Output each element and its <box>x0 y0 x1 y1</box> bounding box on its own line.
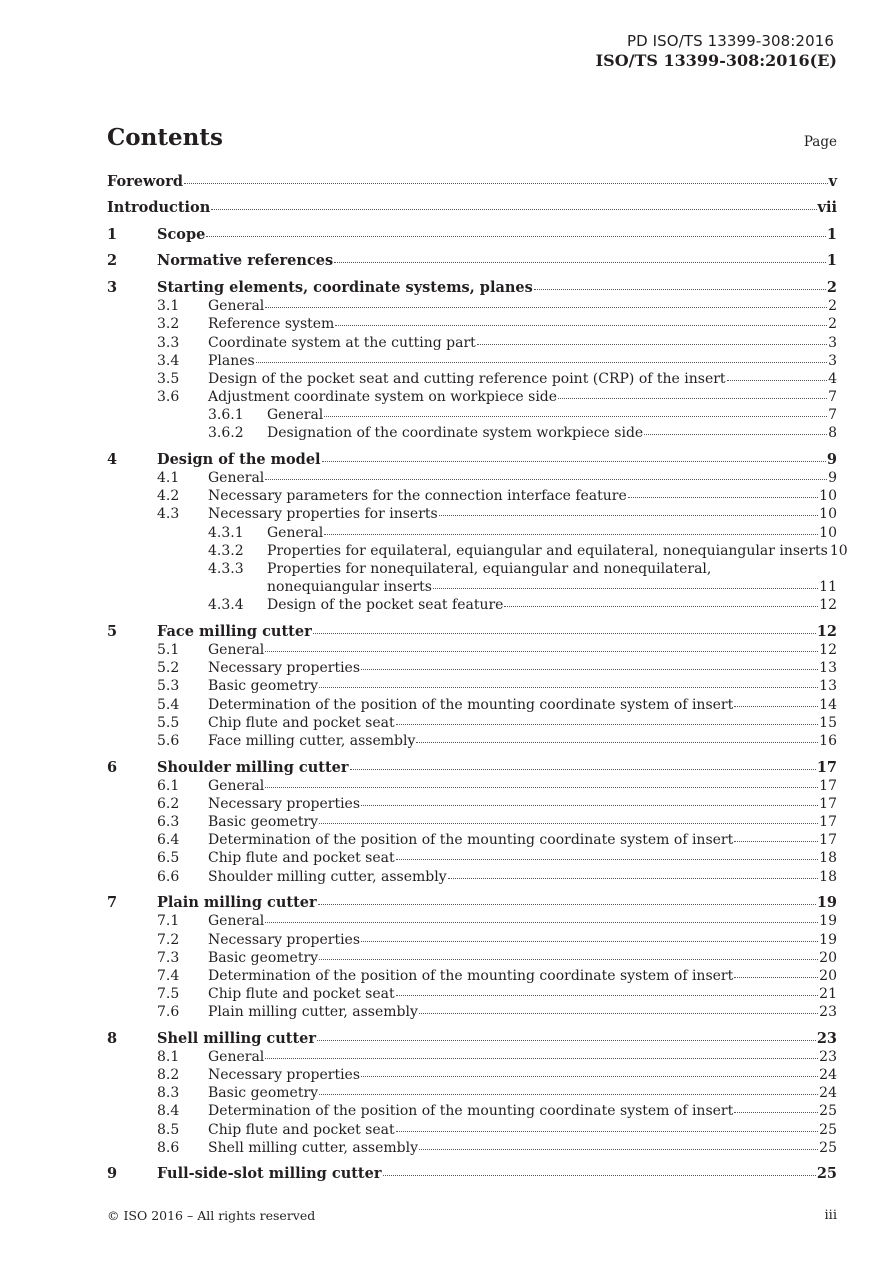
toc-entry[interactable] <box>107 1102 837 1120</box>
dot-leader <box>334 261 826 263</box>
toc-entry-page: 19 <box>819 931 837 948</box>
dot-leader <box>265 478 827 480</box>
toc-entry[interactable] <box>107 1084 837 1102</box>
dot-leader <box>265 1057 818 1059</box>
toc-entry[interactable] <box>107 451 837 469</box>
toc-entry-title: Designation of the coordinate system workpiece side <box>267 425 644 442</box>
toc-entry-title: Design of the pocket seat feature <box>267 597 504 614</box>
toc-entry-page: 7 <box>828 407 837 424</box>
toc-entry[interactable] <box>107 578 837 596</box>
toc-entry-title: General <box>208 298 265 315</box>
toc-entry-title: Scope <box>157 225 206 243</box>
dot-leader <box>419 1012 818 1014</box>
toc-entry-page: 1 <box>826 252 837 270</box>
toc-entry-title: Determination of the position of the mounting coordinate system of insert <box>208 696 734 713</box>
dot-leader <box>396 858 819 860</box>
toc-entry-page: 10 <box>829 542 848 559</box>
dot-leader <box>322 460 826 462</box>
toc-entry-number: 8.6 <box>157 1139 180 1156</box>
toc-entry-title: Necessary parameters for the connection interface feature <box>208 488 627 505</box>
toc-entry-title: General <box>208 777 265 794</box>
toc-entry-title: Normative references <box>157 252 334 270</box>
toc-entry-title: General <box>208 642 265 659</box>
toc-entry-title: Face milling cutter <box>157 622 312 640</box>
toc-entry-page: 19 <box>819 913 837 930</box>
dot-leader <box>265 786 818 788</box>
toc-entry[interactable] <box>107 505 837 523</box>
toc-entry-number: 3.4 <box>157 352 180 369</box>
toc-entry-page: 4 <box>828 370 837 387</box>
toc-entry-page: 3 <box>828 334 837 351</box>
toc-entry-number: 3 <box>107 278 118 296</box>
dot-leader <box>361 804 818 806</box>
toc-entry[interactable] <box>107 868 837 886</box>
dot-leader <box>324 415 827 417</box>
toc-entry[interactable] <box>107 759 837 777</box>
toc-entry[interactable] <box>107 967 837 985</box>
toc-entry-number: 4.3.4 <box>208 597 244 614</box>
page-title: Contents <box>107 124 223 151</box>
dot-leader <box>439 514 818 516</box>
toc-entry-title: Design of the pocket seat and cutting reference point (CRP) of the insert <box>208 370 726 387</box>
toc-entry[interactable] <box>107 1003 837 1021</box>
dot-leader <box>319 1093 818 1095</box>
toc-entry[interactable] <box>107 279 837 297</box>
toc-entry-title: Reference system <box>208 316 335 333</box>
toc-entry[interactable] <box>107 777 837 795</box>
toc-entry-number: 3.6.2 <box>208 425 244 442</box>
toc-entry-title: Adjustment coordinate system on workpiece side <box>208 389 558 406</box>
toc-entry-title: Basic geometry <box>208 814 319 831</box>
toc-entry-page: 23 <box>819 1004 837 1021</box>
toc-entry-number: 8.3 <box>157 1085 180 1102</box>
toc-entry-number: 9 <box>107 1165 118 1183</box>
dot-leader <box>734 976 818 978</box>
toc-entry-number: 7.3 <box>157 949 180 966</box>
dot-leader <box>211 208 816 210</box>
toc-entry-title: Plain milling cutter <box>157 894 317 912</box>
toc-entry[interactable] <box>107 370 837 388</box>
toc-entry-page: 25 <box>819 1121 837 1138</box>
toc-entry[interactable] <box>107 352 837 370</box>
toc-entry-number: 4.2 <box>157 488 180 505</box>
toc-entry-number: 3.1 <box>157 298 180 315</box>
toc-entry-page: 14 <box>819 696 837 713</box>
toc-entry[interactable] <box>107 813 837 831</box>
dot-leader <box>335 324 827 326</box>
toc-entry[interactable] <box>107 252 837 270</box>
dot-leader <box>206 235 826 237</box>
dot-leader <box>734 705 818 707</box>
dot-leader <box>734 840 818 842</box>
toc-entry[interactable] <box>107 677 837 695</box>
table-of-contents <box>107 173 848 1184</box>
toc-entry-number: 6.4 <box>157 832 180 849</box>
dot-leader <box>433 587 818 589</box>
toc-entry-page: 23 <box>819 1048 837 1065</box>
toc-entry-page: 24 <box>819 1067 837 1084</box>
dot-leader <box>265 306 827 308</box>
toc-entry-number: 1 <box>107 225 118 243</box>
toc-entry-number: 5.6 <box>157 733 180 750</box>
toc-entry-title: Necessary properties <box>208 1067 361 1084</box>
toc-entry-number: 3.5 <box>157 370 180 387</box>
toc-entry-title: Chip flute and pocket seat <box>208 986 395 1003</box>
toc-entry-title: Introduction <box>107 199 211 217</box>
toc-entry-title: Chip flute and pocket seat <box>208 1121 395 1138</box>
toc-entry-page: 20 <box>819 949 837 966</box>
toc-entry-number: 6.6 <box>157 868 180 885</box>
toc-entry-number: 5.5 <box>157 714 180 731</box>
toc-entry-title: Properties for nonequilateral, equiangular and nonequilateral, <box>267 561 712 578</box>
toc-entry-title: General <box>208 1048 265 1065</box>
dot-leader <box>313 632 816 634</box>
toc-entry-page: 16 <box>819 733 837 750</box>
document-reference-iso: ISO/TS 13399-308:2016(E) <box>595 51 837 70</box>
dot-leader <box>317 1039 816 1041</box>
toc-entry[interactable] <box>107 714 837 732</box>
toc-entry-number: 5.3 <box>157 678 180 695</box>
dot-leader <box>256 361 827 363</box>
dot-leader <box>558 397 827 399</box>
toc-entry-page: 2 <box>826 278 837 296</box>
toc-entry-number: 4.1 <box>157 470 180 487</box>
toc-entry-number: 4.3 <box>157 506 180 523</box>
dot-leader <box>350 768 816 770</box>
toc-entry-page: 12 <box>819 642 837 659</box>
toc-entry-number: 5.2 <box>157 660 180 677</box>
document-reference-pd: PD ISO/TS 13399-308:2016 <box>626 32 834 50</box>
toc-entry-page: 7 <box>828 389 837 406</box>
toc-entry-page: 9 <box>828 470 837 487</box>
toc-entry[interactable] <box>107 831 837 849</box>
dot-leader <box>361 668 818 670</box>
toc-entry-page: v <box>828 173 837 190</box>
toc-entry[interactable] <box>107 424 837 442</box>
toc-entry-title: Necessary properties <box>208 931 361 948</box>
toc-entry-page: 23 <box>816 1029 837 1047</box>
toc-entry[interactable] <box>107 1165 837 1183</box>
toc-entry[interactable] <box>107 849 837 867</box>
toc-entry-number: 4.3.3 <box>208 561 244 578</box>
dot-leader <box>184 182 828 184</box>
toc-entry-number: 6.3 <box>157 814 180 831</box>
toc-entry-page: 25 <box>819 1103 837 1120</box>
toc-entry-number: 7.1 <box>157 913 180 930</box>
copyright-notice: © ISO 2016 – All rights reserved <box>107 1208 316 1223</box>
toc-entry-page: 11 <box>819 579 837 596</box>
dot-leader <box>644 433 827 435</box>
toc-entry[interactable] <box>107 659 837 677</box>
toc-entry-page: 17 <box>819 832 837 849</box>
toc-entry[interactable] <box>107 894 837 912</box>
toc-entry-title: Necessary properties <box>208 795 361 812</box>
toc-entry-page: 12 <box>816 622 837 640</box>
toc-entry-page: 15 <box>819 714 837 731</box>
toc-entry-title: Face milling cutter, assembly <box>208 733 416 750</box>
toc-entry-title: Foreword <box>107 173 183 190</box>
toc-entry-number: 7 <box>107 894 118 912</box>
toc-entry-title: Basic geometry <box>208 949 319 966</box>
toc-entry-page: 25 <box>819 1139 837 1156</box>
dot-leader <box>324 533 818 535</box>
toc-entry-number: 6 <box>107 758 118 776</box>
toc-entry-page: 17 <box>819 795 837 812</box>
toc-entry-number: 4.3.2 <box>208 542 244 559</box>
toc-entry-title: General <box>208 913 265 930</box>
dot-leader <box>396 994 819 996</box>
dot-leader <box>319 686 818 688</box>
toc-entry-title: Basic geometry <box>208 1085 319 1102</box>
toc-entry-title: Basic geometry <box>208 678 319 695</box>
toc-entry[interactable] <box>107 623 837 641</box>
toc-entry[interactable] <box>107 173 837 191</box>
toc-entry-title: Shoulder milling cutter, assembly <box>208 868 447 885</box>
toc-entry-page: 24 <box>819 1085 837 1102</box>
toc-entry-number: 2 <box>107 252 118 270</box>
dot-leader <box>734 1111 818 1113</box>
toc-entry-page: 17 <box>819 777 837 794</box>
toc-entry[interactable] <box>107 469 837 487</box>
toc-entry-page: 3 <box>828 352 837 369</box>
toc-entry-number: 3.6.1 <box>208 407 244 424</box>
toc-entry[interactable] <box>107 560 837 578</box>
page-number: iii <box>824 1208 837 1223</box>
toc-entry-page: 21 <box>819 986 837 1003</box>
toc-entry-page: 10 <box>819 506 837 523</box>
toc-entry-title: General <box>267 524 324 541</box>
toc-entry[interactable] <box>107 334 837 352</box>
dot-leader <box>383 1174 816 1176</box>
toc-entry-page: vii <box>817 199 837 217</box>
toc-entry-title: Shoulder milling cutter <box>157 758 349 776</box>
dot-leader <box>361 940 818 942</box>
toc-entry-number: 6.1 <box>157 777 180 794</box>
dot-leader <box>396 723 819 725</box>
toc-entry-page: 8 <box>828 425 837 442</box>
toc-entry[interactable] <box>107 1030 837 1048</box>
toc-entry[interactable] <box>107 912 837 930</box>
toc-entry-page: 9 <box>826 450 837 468</box>
toc-entry[interactable] <box>107 641 837 659</box>
toc-entry-title: Coordinate system at the cutting part <box>208 334 476 351</box>
toc-entry[interactable] <box>107 1121 837 1139</box>
toc-entry[interactable] <box>107 795 837 813</box>
dot-leader <box>628 496 818 498</box>
toc-entry-page: 1 <box>826 225 837 243</box>
toc-entry-page: 10 <box>819 488 837 505</box>
toc-entry-number: 3.6 <box>157 389 180 406</box>
toc-entry-title: Necessary properties <box>208 660 361 677</box>
toc-entry-number: 4.3.1 <box>208 524 244 541</box>
toc-entry-title: Design of the model <box>157 450 321 468</box>
toc-entry[interactable] <box>107 388 837 406</box>
toc-entry[interactable] <box>107 297 837 315</box>
dot-leader <box>318 903 816 905</box>
toc-entry-number: 5 <box>107 622 118 640</box>
dot-leader <box>396 1130 819 1132</box>
toc-entry-number: 4 <box>107 450 118 468</box>
toc-entry-title: Necessary properties for inserts <box>208 506 438 523</box>
toc-entry-page: 17 <box>819 814 837 831</box>
toc-entry[interactable] <box>107 199 837 217</box>
toc-entry-number: 3.3 <box>157 334 180 351</box>
dot-leader <box>534 288 826 290</box>
dot-leader <box>319 958 818 960</box>
toc-entry[interactable] <box>107 1066 837 1084</box>
toc-entry-page: 10 <box>819 524 837 541</box>
toc-entry[interactable] <box>107 949 837 967</box>
dot-leader <box>504 605 818 607</box>
toc-entry-number: 8.4 <box>157 1103 180 1120</box>
toc-entry-title: Planes <box>208 352 255 369</box>
toc-entry-page: 19 <box>816 894 837 912</box>
dot-leader <box>448 877 819 879</box>
toc-entry-number: 5.4 <box>157 696 180 713</box>
toc-entry[interactable] <box>107 985 837 1003</box>
toc-entry-page: 25 <box>816 1165 837 1183</box>
dot-leader <box>319 822 818 824</box>
toc-entry-number: 8.1 <box>157 1048 180 1065</box>
toc-entry-page: 18 <box>819 850 837 867</box>
dot-leader <box>361 1075 818 1077</box>
toc-entry-title: General <box>267 407 324 424</box>
toc-entry-page: 20 <box>819 967 837 984</box>
toc-entry[interactable] <box>107 315 837 333</box>
page-column-label: Page <box>803 134 837 150</box>
toc-entry-title: Determination of the position of the mounting coordinate system of insert <box>208 1103 734 1120</box>
toc-entry-page: 13 <box>819 660 837 677</box>
toc-entry-number: 6.5 <box>157 850 180 867</box>
toc-entry-page: 12 <box>819 597 837 614</box>
toc-entry-page: 17 <box>816 758 837 776</box>
toc-entry-title: General <box>208 470 265 487</box>
toc-entry[interactable] <box>107 1048 837 1066</box>
toc-entry-page: 18 <box>819 868 837 885</box>
toc-entry[interactable] <box>107 524 837 542</box>
toc-entry[interactable] <box>107 542 848 560</box>
toc-entry-title: Chip flute and pocket seat <box>208 850 395 867</box>
dot-leader <box>477 343 827 345</box>
dot-leader <box>419 1148 818 1150</box>
toc-entry-page: 2 <box>828 298 837 315</box>
toc-entry-title: Chip flute and pocket seat <box>208 714 395 731</box>
toc-entry-number: 8.2 <box>157 1067 180 1084</box>
toc-entry-number: 8.5 <box>157 1121 180 1138</box>
toc-entry-number: 7.2 <box>157 931 180 948</box>
toc-entry-title: Full-side-slot milling cutter <box>157 1165 382 1183</box>
toc-entry-page: 2 <box>828 316 837 333</box>
toc-entry-number: 7.4 <box>157 967 180 984</box>
toc-entry-number: 3.2 <box>157 316 180 333</box>
toc-entry[interactable] <box>107 487 837 505</box>
toc-entry-title: Shell milling cutter, assembly <box>208 1139 418 1156</box>
toc-entry-title: Determination of the position of the mounting coordinate system of insert <box>208 967 734 984</box>
toc-entry-title: Starting elements, coordinate systems, planes <box>157 278 533 296</box>
toc-entry-number: 8 <box>107 1029 118 1047</box>
toc-entry[interactable] <box>107 931 837 949</box>
toc-entry-number: 6.2 <box>157 795 180 812</box>
toc-entry[interactable] <box>107 406 837 424</box>
toc-entry[interactable] <box>107 732 837 750</box>
toc-entry[interactable] <box>107 696 837 714</box>
toc-entry-title: Determination of the position of the mounting coordinate system of insert <box>208 832 734 849</box>
toc-entry-page: 13 <box>819 678 837 695</box>
toc-entry[interactable] <box>107 1139 837 1157</box>
toc-entry-title: nonequiangular inserts <box>267 579 432 596</box>
dot-leader <box>265 650 818 652</box>
dot-leader <box>265 921 818 923</box>
toc-entry-number: 7.6 <box>157 1004 180 1021</box>
toc-entry-number: 5.1 <box>157 642 180 659</box>
dot-leader <box>727 379 828 381</box>
toc-entry-number: 7.5 <box>157 986 180 1003</box>
toc-entry[interactable] <box>107 596 837 614</box>
dot-leader <box>416 741 818 743</box>
toc-entry-title: Shell milling cutter <box>157 1029 317 1047</box>
toc-entry[interactable] <box>107 226 837 244</box>
toc-entry-title: Properties for equilateral, equiangular and equilateral, nonequiangular inserts <box>267 542 828 559</box>
toc-entry-title: Plain milling cutter, assembly <box>208 1004 418 1021</box>
